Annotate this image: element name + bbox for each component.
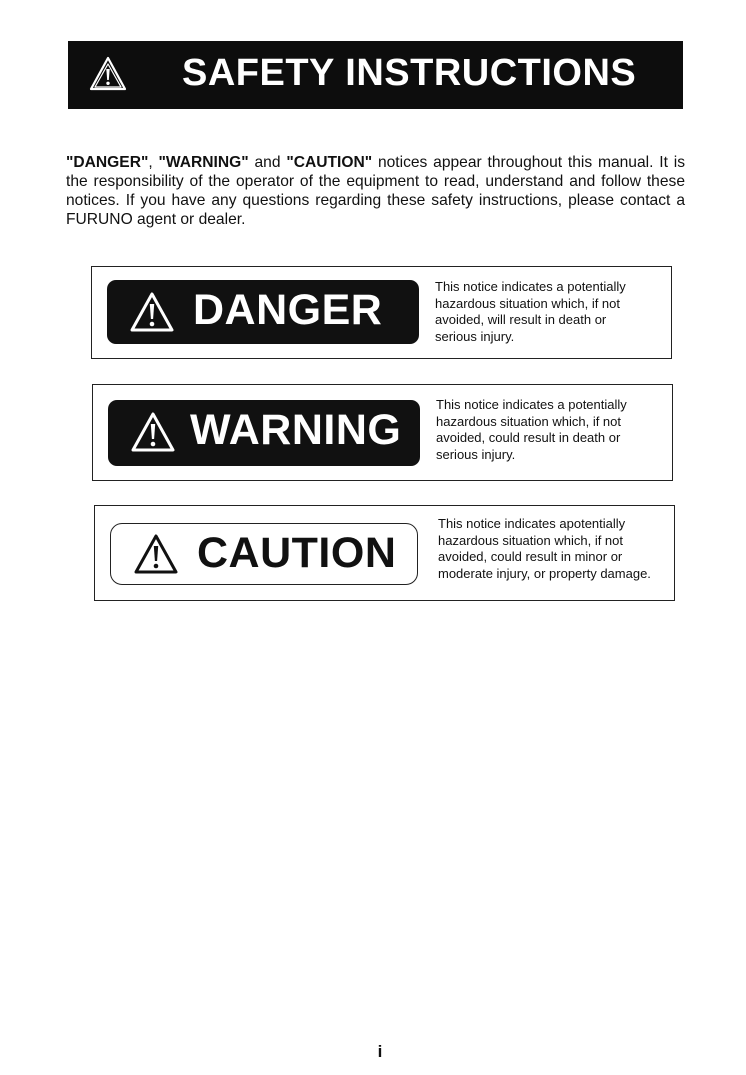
description-line: avoided, could result in minor or (438, 549, 623, 564)
description-line: This notice indicates apotentially (438, 516, 626, 531)
description-line: avoided, could result in death or (436, 430, 621, 445)
danger-notice-box (91, 266, 672, 359)
caution-description (438, 516, 651, 582)
danger-signal-label (107, 280, 419, 344)
description-line: hazardous situation which, if not (435, 295, 620, 311)
title-banner (68, 41, 683, 109)
warning-term: "WARNING" (158, 154, 249, 171)
intro-separator: , (148, 154, 159, 171)
caution-word: CAUTION (197, 529, 397, 577)
caution-notice-box (94, 505, 675, 601)
danger-term: "DANGER" (66, 154, 149, 171)
intro-separator: and (248, 154, 287, 171)
description-line: serious injury. (435, 328, 515, 344)
warning-triangle-icon (130, 411, 176, 453)
danger-word: DANGER (193, 286, 383, 334)
caution-term: "CAUTION" (286, 154, 373, 171)
danger-description (435, 279, 626, 345)
warning-notice-box (92, 384, 673, 481)
description-line: This notice indicates a potentially (435, 279, 626, 294)
description-line: hazardous situation which, if not (436, 413, 621, 429)
warning-word: WARNING (190, 406, 402, 454)
page-title: SAFETY INSTRUCTIONS (182, 52, 637, 94)
description-line: serious injury. (436, 446, 516, 462)
intro-paragraph (66, 153, 685, 229)
warning-signal-label (108, 400, 420, 466)
page-number: i (377, 1042, 383, 1061)
caution-signal-label (110, 523, 418, 585)
intro-text: notices appear throughout this manual. It is the responsibility of the operator of the equipment to read, understand and follow these notices. If you have any questions regarding these safety instructions, please contact a FURUNO agent or dealer. (66, 154, 685, 228)
warning-description (436, 397, 627, 463)
description-line: This notice indicates a potentially (436, 397, 627, 412)
danger-triangle-icon (129, 291, 175, 333)
description-line: avoided, will result in death or (435, 312, 607, 327)
caution-triangle-icon (133, 533, 179, 575)
description-line: moderate injury, or property damage. (438, 565, 651, 581)
warning-triangle-icon (88, 54, 128, 94)
description-line: hazardous situation which, if not (438, 532, 623, 548)
